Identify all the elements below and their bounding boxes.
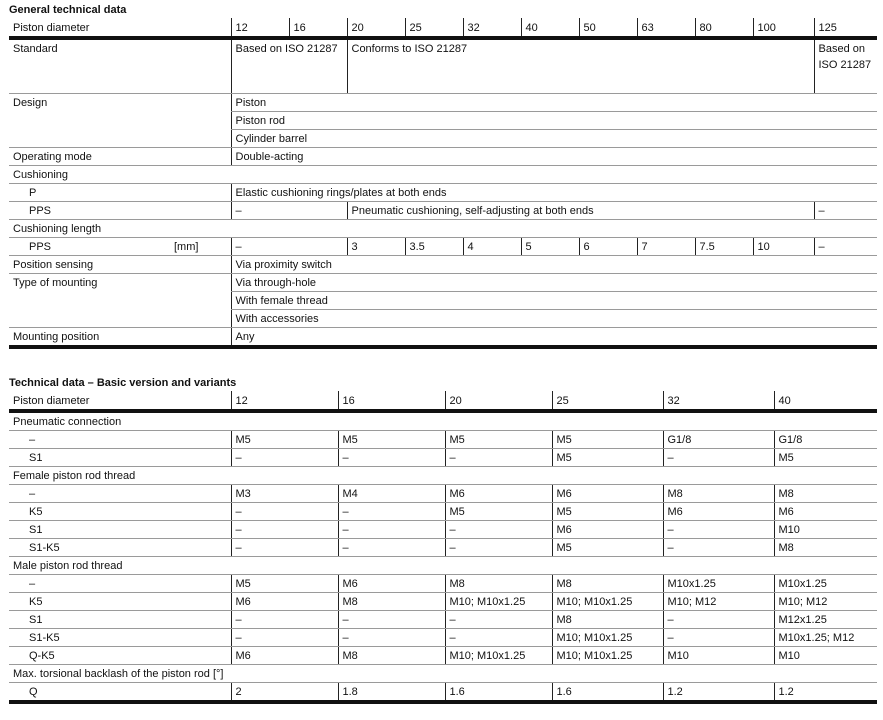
variant-label: – bbox=[9, 431, 231, 449]
variant-label: K5 bbox=[9, 503, 231, 521]
table-row bbox=[9, 593, 877, 611]
table-cell: – bbox=[663, 611, 774, 629]
table-cell: M8 bbox=[552, 575, 663, 593]
table-row bbox=[9, 521, 877, 539]
table-cell: M10 bbox=[774, 647, 877, 665]
table-cell: M8 bbox=[338, 647, 445, 665]
table-cell: M5 bbox=[231, 575, 338, 593]
standard-row bbox=[9, 38, 877, 93]
mounting-row bbox=[9, 273, 877, 291]
table-cell: – bbox=[663, 539, 774, 557]
cushioning-length-value: 3.5 bbox=[405, 237, 463, 255]
design-item: Cylinder barrel bbox=[231, 129, 877, 147]
basic-header-row bbox=[9, 391, 877, 411]
mounting-position-value: Any bbox=[231, 327, 877, 347]
table-cell: M5 bbox=[552, 539, 663, 557]
variant-label: S1-K5 bbox=[9, 539, 231, 557]
diameter-cell: 63 bbox=[637, 18, 695, 38]
position-sensing-row bbox=[9, 255, 877, 273]
table-cell: – bbox=[338, 539, 445, 557]
table-cell: M10x1.25 bbox=[663, 575, 774, 593]
table-cell: M5 bbox=[445, 503, 552, 521]
diameter-cell: 20 bbox=[445, 391, 552, 411]
cushioning-pps-row bbox=[9, 201, 877, 219]
table-cell: M12x1.25 bbox=[774, 611, 877, 629]
table-row bbox=[9, 611, 877, 629]
operating-mode-row bbox=[9, 147, 877, 165]
table-cell: – bbox=[231, 629, 338, 647]
table-cell: M10; M10x1.25 bbox=[552, 629, 663, 647]
diameter-cell: 12 bbox=[231, 391, 338, 411]
table-row bbox=[9, 647, 877, 665]
table-cell: M3 bbox=[231, 485, 338, 503]
table-cell: 1.6 bbox=[552, 683, 663, 703]
table-cell: M8 bbox=[552, 611, 663, 629]
table-row bbox=[9, 629, 877, 647]
general-technical-table bbox=[9, 18, 877, 349]
table-cell: – bbox=[663, 521, 774, 539]
variant-label: K5 bbox=[9, 593, 231, 611]
variant-label: S1 bbox=[9, 449, 231, 467]
mounting-label: Type of mounting bbox=[13, 276, 98, 289]
operating-mode-value: Double-acting bbox=[231, 147, 877, 165]
cushioning-length-value: 7.5 bbox=[695, 237, 753, 255]
table-cell: M10x1.25 bbox=[774, 575, 877, 593]
table-cell: M5 bbox=[231, 431, 338, 449]
cushioning-length-value: 4 bbox=[463, 237, 521, 255]
operating-mode-label: Operating mode bbox=[9, 147, 231, 165]
cushioning-length-value: – bbox=[814, 237, 877, 255]
table-cell: M6 bbox=[552, 485, 663, 503]
cushioning-length-value: 7 bbox=[637, 237, 695, 255]
table-cell: M5 bbox=[552, 449, 663, 467]
mounting-row bbox=[9, 309, 877, 327]
group-label: Pneumatic connection bbox=[9, 411, 877, 431]
design-row bbox=[9, 129, 877, 147]
table-cell: M5 bbox=[552, 431, 663, 449]
table-row bbox=[9, 683, 877, 703]
table-cell: M5 bbox=[445, 431, 552, 449]
variant-label: Q-K5 bbox=[9, 647, 231, 665]
table-cell: M10; M10x1.25 bbox=[445, 647, 552, 665]
cushioning-length-value: 5 bbox=[521, 237, 579, 255]
table-cell: – bbox=[231, 503, 338, 521]
group-label: Female piston rod thread bbox=[9, 467, 877, 485]
table-cell: M6 bbox=[552, 521, 663, 539]
table-cell: M6 bbox=[231, 647, 338, 665]
table-cell: M10 bbox=[663, 647, 774, 665]
variant-label: S1-K5 bbox=[9, 629, 231, 647]
cushioning-pps-value: – bbox=[814, 201, 877, 219]
table-cell: – bbox=[445, 521, 552, 539]
table-cell: M5 bbox=[338, 431, 445, 449]
table-cell: – bbox=[445, 611, 552, 629]
table-cell: M5 bbox=[552, 503, 663, 521]
diameter-cell: 50 bbox=[579, 18, 637, 38]
cushioning-length-value: 3 bbox=[347, 237, 405, 255]
cushioning-pps-value: – bbox=[231, 201, 347, 219]
cushioning-p-row bbox=[9, 183, 877, 201]
position-sensing-label: Position sensing bbox=[9, 255, 231, 273]
variant-label: S1 bbox=[9, 521, 231, 539]
table-cell: M6 bbox=[445, 485, 552, 503]
diameter-cell: 80 bbox=[695, 18, 753, 38]
diameter-cell: 40 bbox=[521, 18, 579, 38]
table-cell: – bbox=[338, 629, 445, 647]
table-cell: – bbox=[445, 449, 552, 467]
group-label: Max. torsional backlash of the piston rod [°] bbox=[9, 665, 877, 683]
variant-label: Q bbox=[9, 683, 231, 703]
cushioning-pps-label: PPS bbox=[9, 201, 231, 219]
table-cell: M10; M10x1.25 bbox=[552, 593, 663, 611]
cushioning-length-pps-row bbox=[9, 237, 877, 255]
cushioning-length-value: 6 bbox=[579, 237, 637, 255]
table-cell: M8 bbox=[338, 593, 445, 611]
table-cell: – bbox=[663, 449, 774, 467]
unit-label: [mm] bbox=[170, 237, 231, 255]
group-label: Male piston rod thread bbox=[9, 557, 877, 575]
basic-section-title: Technical data – Basic version and variants bbox=[9, 377, 237, 389]
group-row bbox=[9, 557, 877, 575]
standard-value: Based on ISO 21287 bbox=[231, 38, 347, 93]
design-item: Piston rod bbox=[231, 111, 877, 129]
table-cell: 2 bbox=[231, 683, 338, 703]
group-row bbox=[9, 411, 877, 431]
design-label: Design bbox=[13, 96, 48, 109]
diameter-cell: 40 bbox=[774, 391, 877, 411]
diameter-cell: 25 bbox=[552, 391, 663, 411]
standard-value: Based on ISO 21287 bbox=[814, 38, 877, 93]
position-sensing-value: Via proximity switch bbox=[231, 255, 877, 273]
table-cell: – bbox=[445, 629, 552, 647]
table-cell: G1/8 bbox=[774, 431, 877, 449]
table-row bbox=[9, 431, 877, 449]
variant-label: – bbox=[9, 575, 231, 593]
table-cell: M10 bbox=[774, 521, 877, 539]
diameter-cell: 16 bbox=[289, 18, 347, 38]
table-cell: – bbox=[445, 539, 552, 557]
design-item: Piston bbox=[231, 93, 877, 111]
table-cell: M8 bbox=[774, 539, 877, 557]
table-row bbox=[9, 575, 877, 593]
table-row bbox=[9, 503, 877, 521]
cushioning-length-row bbox=[9, 219, 877, 237]
table-cell: – bbox=[338, 503, 445, 521]
cushioning-row bbox=[9, 165, 877, 183]
design-row bbox=[9, 111, 877, 129]
group-row bbox=[9, 665, 877, 683]
table-cell: M10; M12 bbox=[774, 593, 877, 611]
variant-label: – bbox=[9, 485, 231, 503]
table-cell: – bbox=[231, 449, 338, 467]
diameter-cell: 16 bbox=[338, 391, 445, 411]
cushioning-pps-value: Pneumatic cushioning, self-adjusting at both ends bbox=[347, 201, 814, 219]
table-cell: – bbox=[231, 611, 338, 629]
table-cell: M6 bbox=[663, 503, 774, 521]
basic-version-table bbox=[9, 391, 877, 704]
table-cell: M8 bbox=[663, 485, 774, 503]
table-cell: M6 bbox=[338, 575, 445, 593]
diameter-cell: 32 bbox=[463, 18, 521, 38]
cushioning-p-label: P bbox=[9, 183, 231, 201]
table-cell: M10; M12 bbox=[663, 593, 774, 611]
table-cell: – bbox=[338, 521, 445, 539]
table-cell: M4 bbox=[338, 485, 445, 503]
general-header-row bbox=[9, 18, 877, 38]
table-cell: M6 bbox=[231, 593, 338, 611]
standard-label: Standard bbox=[9, 38, 231, 93]
mounting-position-row bbox=[9, 327, 877, 347]
table-row bbox=[9, 449, 877, 467]
diameter-cell: 32 bbox=[663, 391, 774, 411]
table-cell: M8 bbox=[774, 485, 877, 503]
table-cell: M8 bbox=[445, 575, 552, 593]
mounting-item: With accessories bbox=[231, 309, 877, 327]
piston-diameter-label: Piston diameter bbox=[9, 18, 170, 38]
table-cell: M6 bbox=[774, 503, 877, 521]
mounting-item: Via through-hole bbox=[231, 273, 877, 291]
mounting-row bbox=[9, 291, 877, 309]
diameter-cell: 25 bbox=[405, 18, 463, 38]
table-cell: – bbox=[338, 611, 445, 629]
table-cell: M5 bbox=[774, 449, 877, 467]
design-row bbox=[9, 93, 877, 111]
diameter-cell: 100 bbox=[753, 18, 814, 38]
cushioning-length-value: 10 bbox=[753, 237, 814, 255]
diameter-cell: 12 bbox=[231, 18, 289, 38]
variant-label: S1 bbox=[9, 611, 231, 629]
diameter-cell: 20 bbox=[347, 18, 405, 38]
table-row bbox=[9, 539, 877, 557]
cushioning-length-label: Cushioning length bbox=[9, 219, 877, 237]
table-cell: – bbox=[338, 449, 445, 467]
table-cell: – bbox=[231, 539, 338, 557]
table-cell: 1.8 bbox=[338, 683, 445, 703]
cushioning-label: Cushioning bbox=[9, 165, 877, 183]
mounting-position-label: Mounting position bbox=[9, 327, 231, 347]
cushioning-length-pps-label: PPS bbox=[9, 237, 170, 255]
table-cell: M10; M10x1.25 bbox=[445, 593, 552, 611]
standard-value: Conforms to ISO 21287 bbox=[347, 38, 814, 93]
cushioning-length-value: – bbox=[231, 237, 347, 255]
table-cell: M10x1.25; M12 bbox=[774, 629, 877, 647]
table-cell: – bbox=[231, 521, 338, 539]
table-row bbox=[9, 485, 877, 503]
diameter-cell: 125 bbox=[814, 18, 877, 38]
piston-diameter-label: Piston diameter bbox=[9, 391, 231, 411]
table-cell: 1.6 bbox=[445, 683, 552, 703]
general-section-title: General technical data bbox=[9, 4, 127, 16]
table-cell: G1/8 bbox=[663, 431, 774, 449]
table-cell: M10; M10x1.25 bbox=[552, 647, 663, 665]
table-cell: 1.2 bbox=[774, 683, 877, 703]
mounting-item: With female thread bbox=[231, 291, 877, 309]
table-cell: 1.2 bbox=[663, 683, 774, 703]
table-cell: – bbox=[663, 629, 774, 647]
cushioning-p-value: Elastic cushioning rings/plates at both ends bbox=[231, 183, 877, 201]
group-row bbox=[9, 467, 877, 485]
